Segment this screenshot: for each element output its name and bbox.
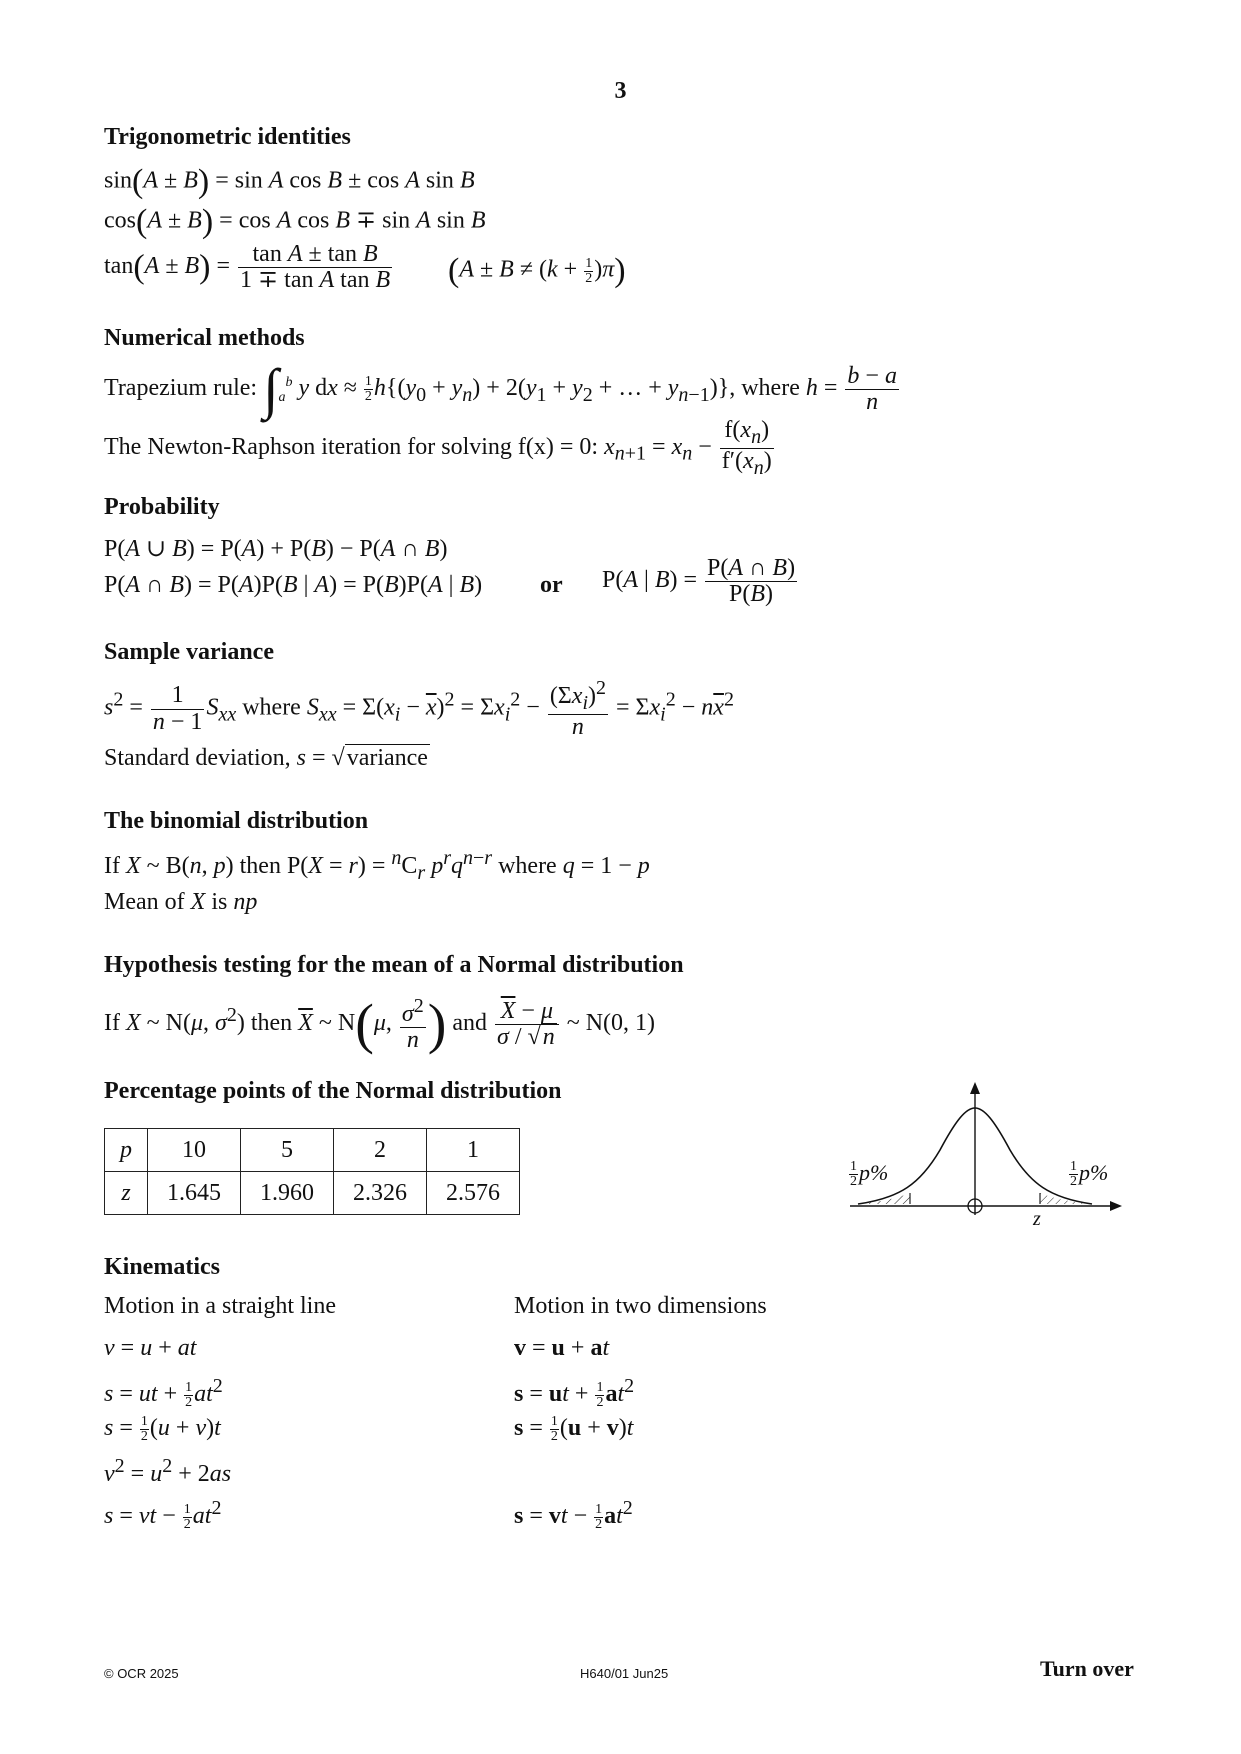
table-cell-z: 1.645 — [148, 1172, 241, 1215]
z-label: z — [1033, 1208, 1041, 1230]
table-row-label: p — [105, 1129, 148, 1172]
binomial-formula: If X ~ B(n, p) then $P(X = r) = ^nC_r$ $p^rq^{n-r}$ where q = 1 − p — [104, 847, 650, 884]
normal-curve-diagram — [840, 1080, 1130, 1230]
kinematics-eq-1d: s = vt − $\frac{1}{2}$ $at^2$ — [104, 1497, 222, 1532]
probability-intersection: P(A ∩ B) = P(A)P(B | A) = P(B)P(A | B) — [104, 572, 483, 598]
footer-code: H640/01 Jun25 — [580, 1666, 669, 1681]
probability-heading: Probability — [104, 494, 220, 520]
percentage-points-table — [104, 1128, 520, 1215]
newton-label: The Newton-Raphson iteration for solving f(x) = 0: — [104, 433, 599, 460]
trig-formula-cos: cos(A ± B) = cos A cos B ∓ sin A sin B — [104, 203, 486, 240]
trapezium-where: , where — [729, 375, 800, 402]
variance-formula: $s^2$ = $\frac{1}{n - 1}$ $S_{xx}$ where $S_{xx} = \Sigma(x_i - \overline{x})^2 = \Sigma x_i^2$ − $\frac{(\Sigma x_i)^2}{n}$ = $\Sigma x_i^2 - n\overline{x}^2$ — [104, 677, 734, 740]
binomial-heading: The binomial distribution — [104, 808, 369, 834]
kinematics-eq-1d: $v^2 = u^2 + 2as$ — [104, 1455, 232, 1487]
kinematics-eq-1d: s = ut + $\frac{1}{2}$ $at^2$ — [104, 1375, 223, 1410]
binomial-mean: Mean of X is np — [104, 889, 258, 915]
probability-or: or — [540, 572, 563, 598]
table-row-p — [105, 1129, 520, 1172]
table-cell-p: 2 — [334, 1129, 427, 1172]
hypothesis-formula: If X ~ N(μ, $\sigma^2$) then $\overline{X}$ ~ N(μ, $\frac{\sigma^2}{n}$ ) and $\frac{\overline{X} - \mu}{\sigma / √n}$ ~ N(0, 1) — [104, 993, 656, 1056]
hypothesis-and: and — [452, 1010, 488, 1037]
trig-heading: Trigonometric identities — [104, 124, 351, 150]
probability-conditional: P(A | B) = $\frac{P(A \cap B)}{P(B)}$ — [602, 555, 796, 608]
turn-over-label: Turn over — [1040, 1656, 1134, 1681]
trig-formula-tan: tan(A ± B) = $\frac{\text{tan A ± tan B}}{\text{1 ∓ tan A tan B}}$ — [104, 241, 391, 294]
kinematics-eq-1d: v = u + at — [104, 1335, 197, 1361]
trig-condition: (A ± B ≠ (k + $\frac{1}{2}$ )π) — [448, 252, 626, 289]
kinematics-eq-2d: v = u + at — [514, 1335, 610, 1361]
sd-label: Standard deviation, — [104, 745, 291, 771]
sd-value: variance — [346, 745, 428, 771]
right-tail-label: $\frac{1}{2}$ p% — [1070, 1159, 1109, 1190]
table-row-label: z — [105, 1172, 148, 1215]
newton-raphson: The Newton-Raphson iteration for solving f(x) = 0: $x_{n+1} = x_n$ − $\frac{f(x_n)}{f'(x_n)}$ — [104, 417, 772, 479]
trapezium-rule: Trapezium rule: $\int_a^b$ y dx ≈ $\frac{1}{2}$ $h\{(y_0 + y_n) + 2(y_1 + y_2$ + … + $y_{n-1}$)}, where h = $\frac{b - a}{n}$ — [104, 358, 897, 421]
numerical-heading: Numerical methods — [104, 325, 305, 351]
table-row-z — [105, 1172, 520, 1215]
standard-deviation: Standard deviation, s = √variance — [104, 745, 428, 771]
variance-heading: Sample variance — [104, 639, 274, 665]
table-cell-p: 10 — [148, 1129, 241, 1172]
kinematics-col2-title: Motion in two dimensions — [514, 1293, 767, 1319]
table-cell-z: 2.326 — [334, 1172, 427, 1215]
trig-formula-sin: sin(A ± B) = sin A cos B ± cos A sin B — [104, 163, 475, 200]
left-tail-label: $\frac{1}{2}$ p% — [850, 1159, 889, 1190]
kinematics-col1-title: Motion in a straight line — [104, 1293, 336, 1319]
table-cell-p: 1 — [427, 1129, 520, 1172]
page-number: 3 — [614, 78, 627, 104]
hypothesis-then: then — [250, 1010, 293, 1037]
kinematics-eq-2d: s = $\frac{1}{2}$ (u + v)t — [514, 1414, 634, 1444]
probability-union: P(A ∪ B) = P(A) + P(B) − P(A ∩ B) — [104, 536, 448, 562]
kinematics-eq-2d: s = ut + $\frac{1}{2}$ $at^2$ — [514, 1375, 635, 1410]
kinematics-eq-1d: s = $\frac{1}{2}$ (u + v)t — [104, 1414, 221, 1444]
footer-copyright: © OCR 2025 — [104, 1666, 179, 1681]
trapezium-label: Trapezium rule: — [104, 375, 258, 402]
table-cell-p: 5 — [241, 1129, 334, 1172]
percentage-heading: Percentage points of the Normal distribution — [104, 1078, 562, 1104]
kinematics-eq-2d: s = vt − $\frac{1}{2}$ $at^2$ — [514, 1497, 633, 1532]
table-cell-z: 1.960 — [241, 1172, 334, 1215]
kinematics-heading: Kinematics — [104, 1254, 220, 1280]
variance-where: where — [242, 694, 301, 721]
hypothesis-heading: Hypothesis testing for the mean of a Normal distribution — [104, 952, 684, 978]
table-cell-z: 2.576 — [427, 1172, 520, 1215]
